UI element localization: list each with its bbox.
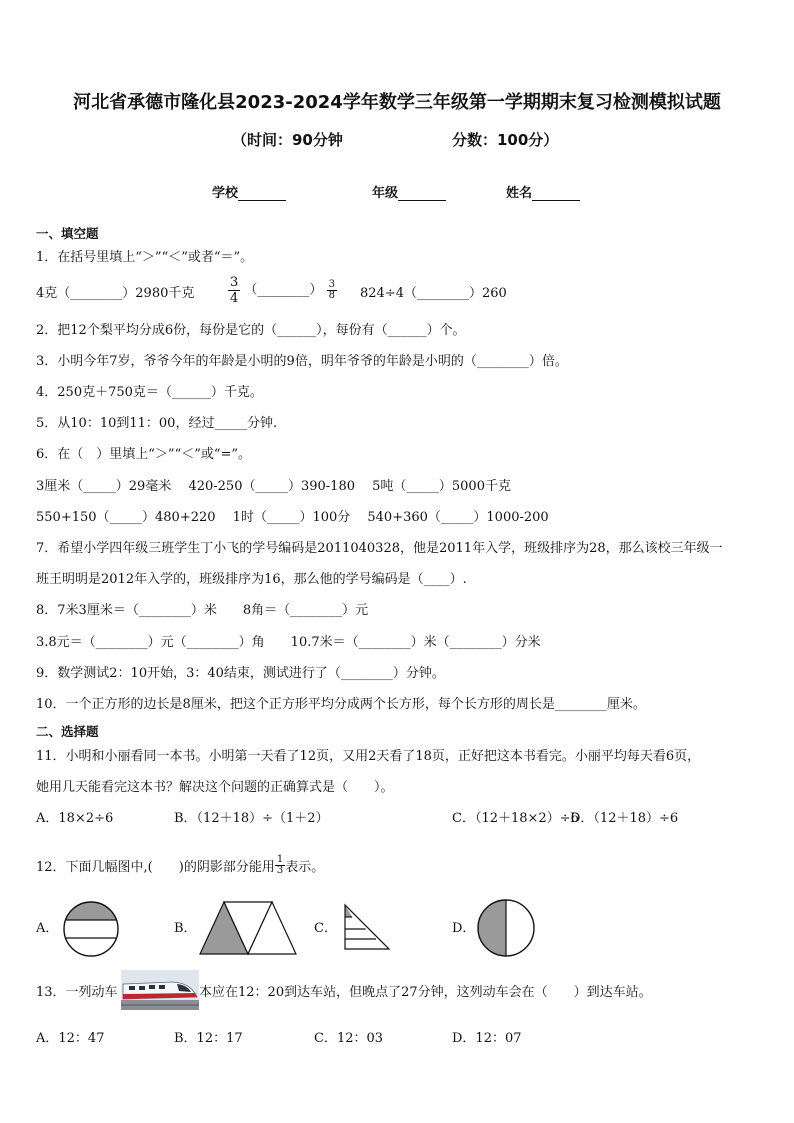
grade-field xyxy=(372,182,446,201)
page-title: 河北省承德市隆化县2023-2024学年数学三年级第一学期期末复习检测模拟试题 xyxy=(73,92,721,113)
question-13-option-b[interactable]: B．12：17 xyxy=(174,1031,243,1046)
name-label: 姓名 xyxy=(506,186,533,201)
school-blank xyxy=(238,186,286,201)
question-13-text-start: 13．一列动车 xyxy=(36,985,118,1000)
question-8-line-1: 8．7米3厘米＝（________）米 8角＝（________）元 xyxy=(36,603,369,618)
question-5: 5．从10：10到11：00，经过_____分钟. xyxy=(36,416,278,431)
bullet-train-image xyxy=(121,970,199,1010)
section-fill-heading: 一、填空题 xyxy=(36,226,99,241)
question-12-option-b-label[interactable]: B． xyxy=(174,921,197,936)
question-4: 4．250克＋750克＝（______）千克。 xyxy=(36,385,263,400)
question-7-line-1: 7．希望小学四年级三班学生丁小飞的学号编码是2011040328，他是2011年入学，班级排序为28，那么该校三年级一 xyxy=(36,541,723,556)
question-6-row-1: 3厘米（_____）29毫米 420-250（_____）390-180 5吨（_____）5000千克 xyxy=(36,479,511,494)
school-field xyxy=(212,182,286,201)
question-12-option-d-label[interactable]: D． xyxy=(452,921,476,936)
question-3: 3．小明今年7岁，爷爷今年的年龄是小明的9倍，明年爷爷的年龄是小明的（________）倍。 xyxy=(36,354,568,369)
option-c-triangle-figure xyxy=(342,902,392,952)
question-8-line-2: 3.8元＝（________）元（________）角 10.7米＝（________）米（________）分米 xyxy=(36,635,541,650)
question-12-option-a-label[interactable]: A． xyxy=(36,921,59,936)
name-blank xyxy=(532,186,580,201)
fraction-3-4: $\frac{3}{4}$ xyxy=(230,275,239,306)
option-b-triangles-figure xyxy=(198,900,298,956)
question-1-item-a: 4克（________）2980千克 xyxy=(36,286,195,301)
section-choice-heading: 二、选择题 xyxy=(36,724,99,739)
question-12-text: 12．下面几幅图中,( )的阴影部分能用 $\frac{1}{3}$ 表示。 xyxy=(36,854,325,876)
exam-score: 分数：100分） xyxy=(452,131,559,149)
question-6-text: 6．在（ ）里填上“＞”“＜”或“=”。 xyxy=(36,447,252,462)
question-13-option-d[interactable]: D．12：07 xyxy=(452,1031,522,1046)
question-13-text-end: 本应在12：20到达车站，但晚点了27分钟，这列动车会在（ ）到达车站。 xyxy=(199,985,652,1000)
exam-time: （时间：90分钟 xyxy=(232,131,343,149)
question-11-line-2: 她用几天能看完这本书？解决这个问题的正确算式是（ ）。 xyxy=(36,780,394,795)
question-11-line-1: 11．小明和小丽看同一本书。小明第一天看了12页，又用2天看了18页，正好把这本书看完。小丽平均每天看6页， xyxy=(36,749,701,764)
question-1-text: 1．在括号里填上“＞”“＜”或者“＝”。 xyxy=(36,250,254,265)
grade-blank xyxy=(398,186,446,201)
name-field xyxy=(506,182,580,201)
grade-label: 年级 xyxy=(372,186,399,201)
question-7-line-2: 班王明明是2012年入学的，班级排序为16，那么他的学号编码是（____）. xyxy=(36,572,467,587)
question-1-item-c: 824÷4（________）260 xyxy=(360,286,507,301)
fraction-3-8: $\frac{3}{8}$ xyxy=(328,279,335,301)
question-11-option-b[interactable]: B．（12＋18）÷（1＋2） xyxy=(174,811,329,826)
question-2: 2．把12个梨平均分成6份，每份是它的（______），每份有（______）个。 xyxy=(36,323,466,338)
question-12-option-c-label[interactable]: C． xyxy=(314,921,337,936)
question-10: 10．一个正方形的边长是8厘米，把这个正方形平均分成两个长方形，每个长方形的周长是________厘米。 xyxy=(36,697,646,712)
option-a-circle-figure xyxy=(62,900,120,958)
question-9: 9．数学测试2：10开始，3：40结束，测试进行了（________）分钟。 xyxy=(36,666,445,681)
question-11-option-d[interactable]: D．（12＋18）÷6 xyxy=(570,811,679,826)
school-label: 学校 xyxy=(212,186,239,201)
option-d-half-circle-figure xyxy=(476,898,536,958)
question-11-option-c[interactable]: C．（12＋18×2）÷6 xyxy=(452,811,579,826)
question-6-row-2: 550+150（_____）480+220 1时（_____）100分 540+360（_____）1000-200 xyxy=(36,510,549,525)
question-11-option-a[interactable]: A．18×2÷6 xyxy=(36,811,114,826)
question-13-option-a[interactable]: A．12：47 xyxy=(36,1031,105,1046)
question-13-option-c[interactable]: C．12：03 xyxy=(314,1031,384,1046)
fraction-1-3: $\frac{1}{3}$ xyxy=(276,854,284,876)
question-1-item-b: $\frac{3}{4}$ （________） $\frac{3}{8}$ xyxy=(230,275,335,306)
